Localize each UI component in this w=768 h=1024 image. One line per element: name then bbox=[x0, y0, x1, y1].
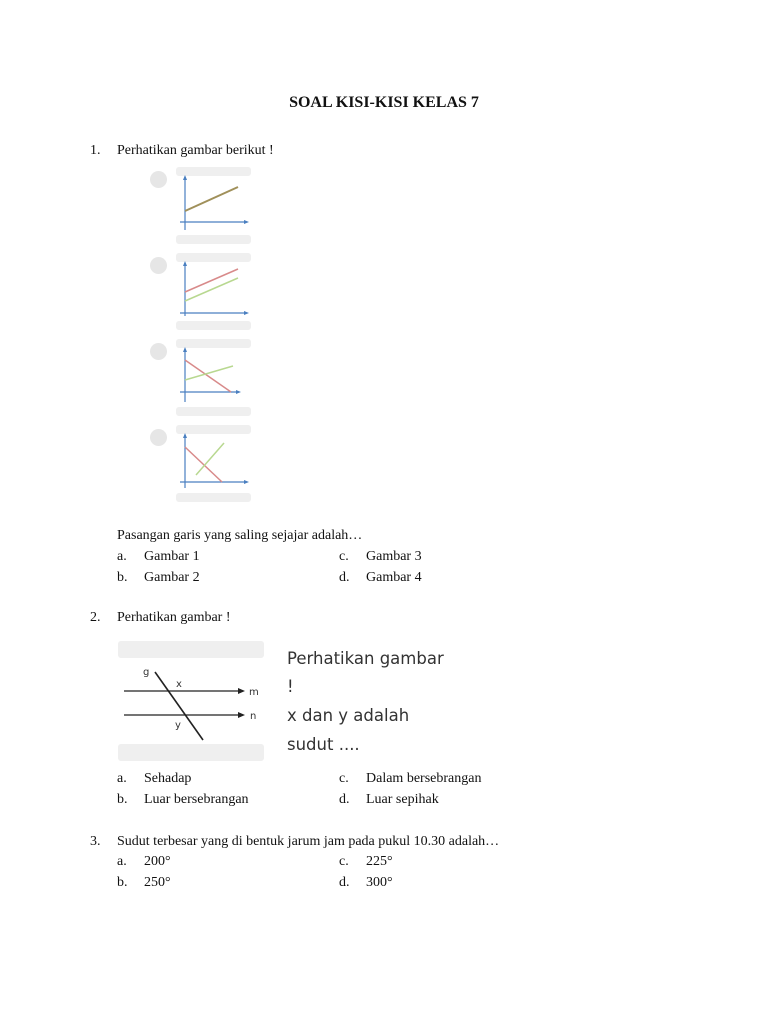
question-3-prompt: Sudut terbesar yang di bentuk jarum jam pada pukul 10.30 adalah… bbox=[117, 834, 500, 849]
page-title: SOAL KISI-KISI KELAS 7 bbox=[289, 94, 479, 111]
q1-option-a[interactable]: Gambar 1 bbox=[144, 549, 200, 564]
figure-q2-top-bar bbox=[118, 641, 264, 658]
figure-2-graph bbox=[176, 258, 252, 320]
question-2-prompt: Perhatikan gambar ! bbox=[117, 610, 231, 625]
q3-option-a-letter: a. bbox=[117, 854, 127, 869]
q2-option-d-letter: d. bbox=[339, 792, 350, 807]
option-radio-1[interactable] bbox=[150, 171, 167, 188]
q1-option-b[interactable]: Gambar 2 bbox=[144, 570, 200, 585]
label-x: x bbox=[176, 679, 182, 690]
question-1-number: 1. bbox=[90, 143, 101, 158]
figure-3-graph bbox=[176, 344, 252, 406]
label-y: y bbox=[175, 720, 181, 731]
figure-q2-text-line-2: ! bbox=[287, 677, 294, 696]
q3-option-b-letter: b. bbox=[117, 875, 128, 890]
q2-option-d[interactable]: Luar sepihak bbox=[366, 792, 439, 807]
figure-q2-parallel-lines bbox=[118, 660, 268, 744]
q1-option-a-letter: a. bbox=[117, 549, 127, 564]
figure-1-bottom-bar bbox=[176, 235, 251, 244]
figure-q2-bottom-bar bbox=[118, 744, 264, 761]
question-1-prompt: Perhatikan gambar berikut ! bbox=[117, 143, 274, 158]
label-n: n bbox=[250, 711, 257, 722]
q3-option-d[interactable]: 300° bbox=[366, 875, 393, 890]
q2-option-b-letter: b. bbox=[117, 792, 128, 807]
q1-option-c[interactable]: Gambar 3 bbox=[366, 549, 422, 564]
figure-q2-text-line-3: x dan y adalah bbox=[287, 706, 410, 725]
q3-option-a[interactable]: 200° bbox=[144, 854, 171, 869]
q2-option-b[interactable]: Luar bersebrangan bbox=[144, 792, 249, 807]
question-2-number: 2. bbox=[90, 610, 101, 625]
figure-2-bottom-bar bbox=[176, 321, 251, 330]
figure-1-graph bbox=[176, 172, 252, 234]
figure-q2-text-line-4: sudut .... bbox=[287, 735, 360, 754]
q1-option-d[interactable]: Gambar 4 bbox=[366, 570, 422, 585]
q3-option-c-letter: c. bbox=[339, 854, 349, 869]
q2-option-c-letter: c. bbox=[339, 771, 349, 786]
q3-option-c[interactable]: 225° bbox=[366, 854, 393, 869]
label-g: g bbox=[143, 667, 150, 678]
q2-option-a-letter: a. bbox=[117, 771, 127, 786]
question-1-text: Pasangan garis yang saling sejajar adalah… bbox=[117, 528, 363, 543]
option-radio-4[interactable] bbox=[150, 429, 167, 446]
q3-option-d-letter: d. bbox=[339, 875, 350, 890]
q1-option-b-letter: b. bbox=[117, 570, 128, 585]
figure-4-graph bbox=[176, 430, 252, 492]
q1-option-c-letter: c. bbox=[339, 549, 349, 564]
question-3-number: 3. bbox=[90, 834, 101, 849]
option-radio-2[interactable] bbox=[150, 257, 167, 274]
q2-option-a[interactable]: Sehadap bbox=[144, 771, 192, 786]
q3-option-b[interactable]: 250° bbox=[144, 875, 171, 890]
label-m: m bbox=[249, 687, 259, 698]
figure-3-bottom-bar bbox=[176, 407, 251, 416]
figure-4-bottom-bar bbox=[176, 493, 251, 502]
figure-q2-text-line-1: Perhatikan gambar bbox=[287, 649, 444, 668]
q2-option-c[interactable]: Dalam bersebrangan bbox=[366, 771, 482, 786]
q1-option-d-letter: d. bbox=[339, 570, 350, 585]
option-radio-3[interactable] bbox=[150, 343, 167, 360]
